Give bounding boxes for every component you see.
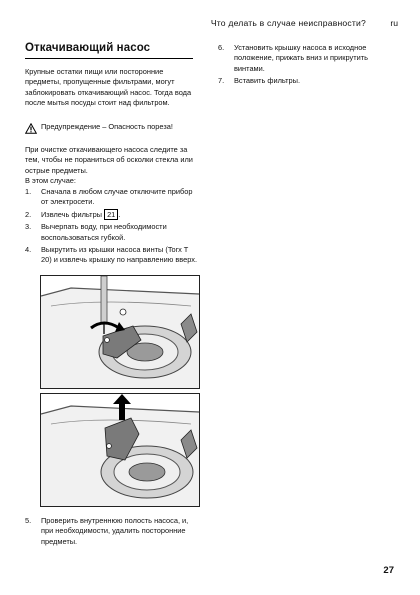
step-item (218, 76, 398, 86)
step-text: Проверить внутреннюю полость насоса, и, при необходимости, удалить посторонние предметы. (41, 516, 189, 546)
step-item (218, 43, 398, 74)
running-title: Что делать в случае неисправности? (210, 18, 366, 28)
steps-list-bottom (25, 516, 197, 547)
step-number: 4. (25, 245, 32, 255)
title-divider (25, 58, 193, 59)
warning-title: Предупреждение – Опасность пореза! (41, 122, 173, 131)
step-item (25, 516, 197, 547)
step-number: 5. (25, 516, 32, 525)
step-number: 3. (25, 222, 32, 232)
step-text: Сначала в любом случае отключите прибор от электросети. (41, 187, 193, 207)
section-title: Откачивающий насос (25, 42, 151, 54)
step-text: Выкрутить из крышки насоса винты (Torx T 20) и извлечь крышку по направлению вверх. (41, 245, 197, 265)
step-number: 2. (25, 209, 32, 219)
step-5 (25, 516, 197, 549)
warning-triangle-icon (25, 123, 37, 134)
lift-pump-cover-illustration (40, 393, 200, 507)
step-number: 6. (218, 43, 225, 52)
language-code: ru (390, 18, 398, 28)
intro-paragraph: Крупные остатки пищи или посторонние предметы, пропущенные фильтрами, могут заблокировать откачивающий насос. Тогда вода после мытья посуды стоит над фильтром. (25, 67, 192, 108)
step-text: Извлечь фильтры (41, 209, 102, 219)
case-label: В этом случае: (25, 176, 76, 185)
steps-list-right (218, 43, 398, 89)
page-number: 27 (383, 565, 394, 576)
warning-body: При очистке откачивающего насоса следите за тем, чтобы не пораниться об осколки стекла или острые предметы. (25, 145, 193, 175)
step-item (25, 245, 197, 266)
running-header (0, 18, 420, 32)
figure-reference: 21 (104, 209, 118, 220)
step-item (25, 222, 197, 243)
step-number: 1. (25, 187, 32, 196)
step-number: 7. (218, 76, 225, 86)
step-text: Установить крышку насоса в исходное положение, прижать вниз и прикрутить винтами. (234, 43, 368, 73)
step-text: Вычерпать воду, при необходимости воспользоваться губкой. (41, 222, 167, 242)
step-item: 2. Извлечь фильтры 21 . (25, 209, 121, 219)
steps-list-left (25, 187, 197, 268)
step-text: Вставить фильтры. (234, 76, 301, 86)
unscrew-pump-cover-illustration (40, 275, 200, 389)
step-item (25, 187, 197, 208)
